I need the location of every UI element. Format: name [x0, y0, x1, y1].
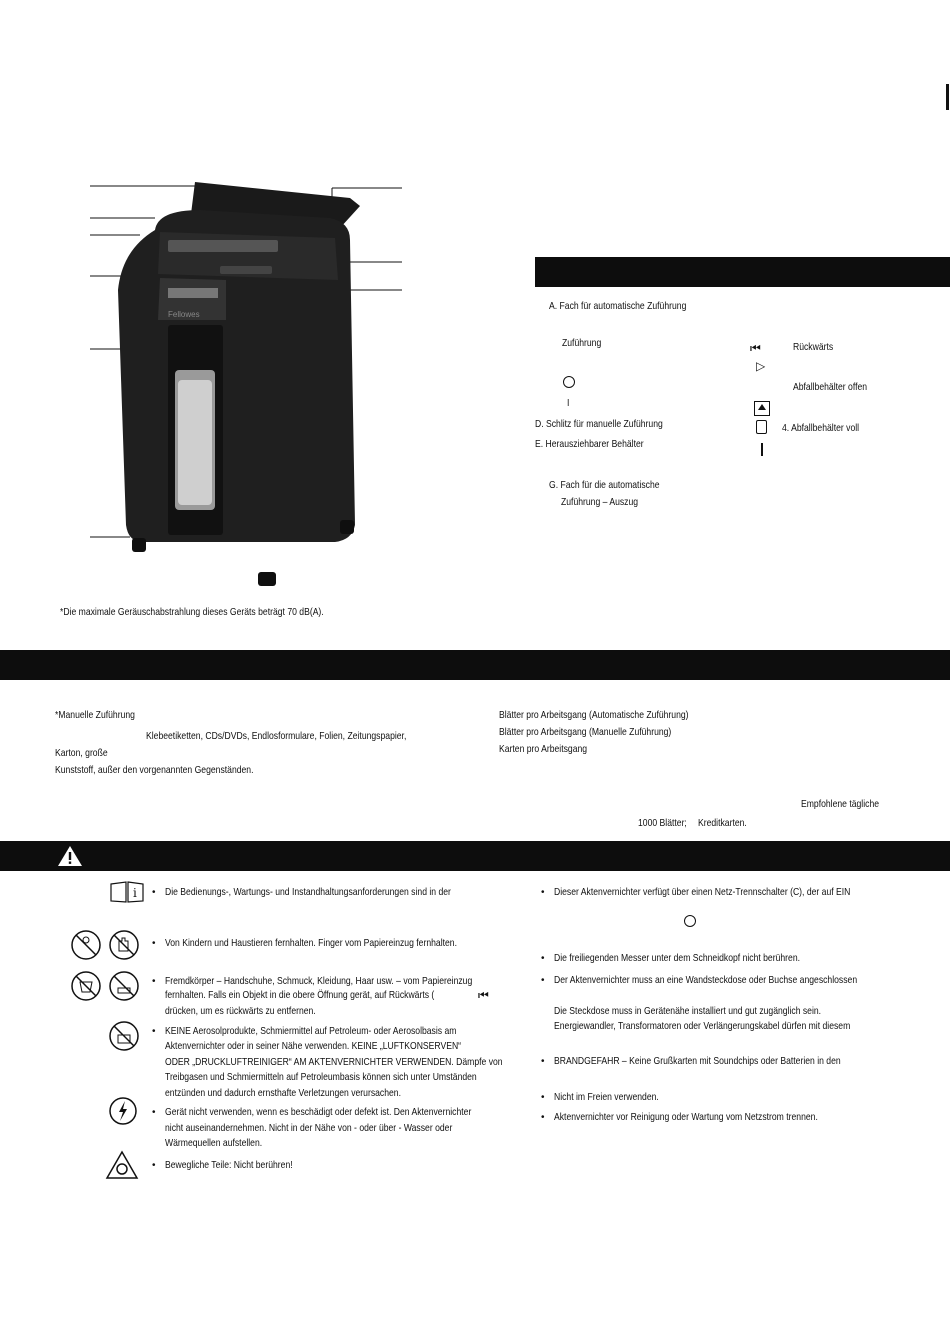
reverse-inline-icon: ⏮ — [478, 988, 489, 1002]
manual-feed-note: *Manuelle Zuführung — [55, 709, 135, 721]
bullet: • — [541, 953, 545, 964]
cardboard-line: Karton, große — [55, 747, 108, 759]
warning-right-2: Die freiliegenden Messer unter dem Schneidkopf nicht berühren. — [554, 952, 801, 964]
warning-right-6: Aktenvernichter vor Reinigung oder Wartung vom Netzstrom trennen. — [554, 1111, 818, 1123]
bullet: • — [541, 1112, 545, 1123]
noise-footnote: *Die maximale Geräuschabstrahlung dieses Geräts beträgt 70 dB(A). — [60, 606, 324, 618]
manual-book-icon — [110, 881, 144, 903]
bin-open-icon — [754, 401, 770, 416]
warning-left-6: Bewegliche Teile: Nicht berühren! — [165, 1159, 293, 1171]
sheets-manual: Blätter pro Arbeitsgang (Manuelle Zuführung) — [499, 726, 672, 738]
moving-parts-icon — [105, 1150, 139, 1180]
wheel-front-right — [258, 572, 276, 586]
warning-left-3c: drücken, um es rückwärts zu entfernen. — [165, 1005, 316, 1017]
brand-logo: Fellowes — [168, 310, 200, 319]
warning-left-5c: Wärmequellen aufstellen. — [165, 1137, 263, 1149]
bullet: • — [541, 1056, 545, 1067]
warning-left-4d: Treibgasen und Schmiermitteln auf Petroleumbasis können sich unter Umständen — [165, 1071, 477, 1083]
warning-triangle-icon — [57, 845, 83, 867]
bin-full-label: 4. Abfallbehälter voll — [782, 422, 860, 434]
part-e: E. Herausziehbarer Behälter — [535, 438, 644, 450]
part-d: D. Schlitz für manuelle Zuführung — [535, 418, 663, 430]
warning-right-1: Dieser Aktenvernichter verfügt über einen Netz-Trennschalter (C), der auf EIN — [554, 886, 851, 898]
warning-left-2: Von Kindern und Haustieren fernhalten. Finger vom Papiereinzug fernhalten. — [165, 937, 457, 949]
part-g-line2: Zuführung – Auszug — [561, 496, 639, 508]
items-line: Klebeetiketten, CDs/DVDs, Endlosformulare, Folien, Zeitungspapier, — [146, 730, 407, 742]
page-edge-tab — [946, 84, 949, 110]
play-icon: ▷ — [756, 359, 766, 373]
bullet: • — [541, 1092, 545, 1103]
power-on-symbol: I — [567, 397, 570, 409]
bin-full-icon — [756, 420, 767, 434]
capabilities-header-bar — [0, 650, 950, 680]
part-g-line1: G. Fach für die automatische — [549, 479, 660, 491]
top-indicator — [220, 266, 272, 274]
shredder-illustration — [60, 170, 420, 595]
no-children-icon — [69, 929, 103, 961]
no-hand-icon — [107, 929, 141, 961]
bullet: • — [152, 1107, 156, 1118]
part-b: Zuführung — [562, 337, 602, 349]
recommended-daily: Empfohlene tägliche — [801, 798, 880, 810]
manual-feed-slot — [168, 240, 278, 252]
electric-hazard-icon — [108, 1096, 138, 1126]
wheel-back — [340, 520, 354, 534]
bullet: • — [152, 976, 156, 987]
bullet: • — [541, 975, 545, 986]
warning-right-3c: Energiewandler, Transformatoren oder Verlängerungskabel dürfen mit diesem — [554, 1020, 851, 1032]
bullet: • — [541, 887, 545, 898]
warning-left-4e: entzünden und dadurch ernsthafte Verletzungen verursachen. — [165, 1087, 401, 1099]
sheets-auto: Blätter pro Arbeitsgang (Automatische Zuführung) — [499, 709, 689, 721]
power-off-inline-icon — [684, 915, 696, 927]
bin-open-label: Abfallbehälter offen — [793, 381, 868, 393]
warning-left-4b: Aktenvernichter oder in seiner Nähe verwenden. KEINE „LUFTKONSERVEN“ — [165, 1040, 462, 1052]
warning-right-3: Der Aktenvernichter muss an eine Wandsteckdose oder Buchse angeschlossen — [554, 974, 858, 986]
warning-left-5b: nicht auseinandernehmen. Nicht in der Nähe von - oder über - Wasser oder — [165, 1122, 453, 1134]
part-a: A. Fach für automatische Zuführung — [549, 300, 687, 312]
warning-left-1: Die Bedienungs-, Wartungs- und Instandhaltungsanforderungen sind in der — [165, 886, 451, 898]
bullet: • — [152, 887, 156, 898]
no-jewelry-icon — [107, 970, 141, 1002]
daily-sheets: 1000 Blätter; — [638, 817, 687, 829]
bullet: • — [152, 938, 156, 949]
no-clothing-icon — [69, 970, 103, 1002]
warning-left-3b: fernhalten. Falls ein Objekt in die obere Öffnung gerät, auf Rückwärts ( — [165, 989, 435, 1001]
reverse-label: Rückwärts — [793, 341, 834, 353]
credit-cards: Kreditkarten. — [698, 817, 747, 829]
warning-header-bar — [0, 841, 950, 871]
warning-right-5: Nicht im Freien verwenden. — [554, 1091, 659, 1103]
no-aerosol-icon — [107, 1020, 141, 1052]
thermometer-icon — [761, 443, 763, 456]
warning-left-4a: KEINE Aerosolprodukte, Schmiermittel auf Petroleum- oder Aerosolbasis am — [165, 1025, 457, 1037]
warning-right-3b: Die Steckdose muss in Gerätenähe installiert und gut zugänglich sein. — [554, 1005, 822, 1017]
cards-per-pass: Karten pro Arbeitsgang — [499, 743, 588, 755]
warning-left-4c: ODER „DRUCKLUFTREINIGER“ AM AKTENVERNICHTER VERWENDEN. Dämpfe von — [165, 1056, 503, 1068]
wheel-front-left — [132, 538, 146, 552]
plastic-line: Kunststoff, außer den vorgenannten Gegenständen. — [55, 764, 254, 776]
bullet: • — [152, 1026, 156, 1037]
warning-right-4: BRANDGEFAHR – Keine Grußkarten mit Soundchips oder Batterien in den — [554, 1055, 841, 1067]
svg-text:i: i — [133, 886, 137, 900]
bullet: • — [152, 1160, 156, 1171]
power-off-icon — [563, 376, 575, 388]
parts-header-bar — [535, 257, 950, 287]
warning-left-3a: Fremdkörper – Handschuhe, Schmuck, Kleidung, Haar usw. – vom Papiereinzug — [165, 975, 473, 987]
warning-left-5a: Gerät nicht verwenden, wenn es beschädigt oder defekt ist. Den Aktenvernichter — [165, 1106, 472, 1118]
reverse-icon: ⏮ — [750, 341, 761, 355]
